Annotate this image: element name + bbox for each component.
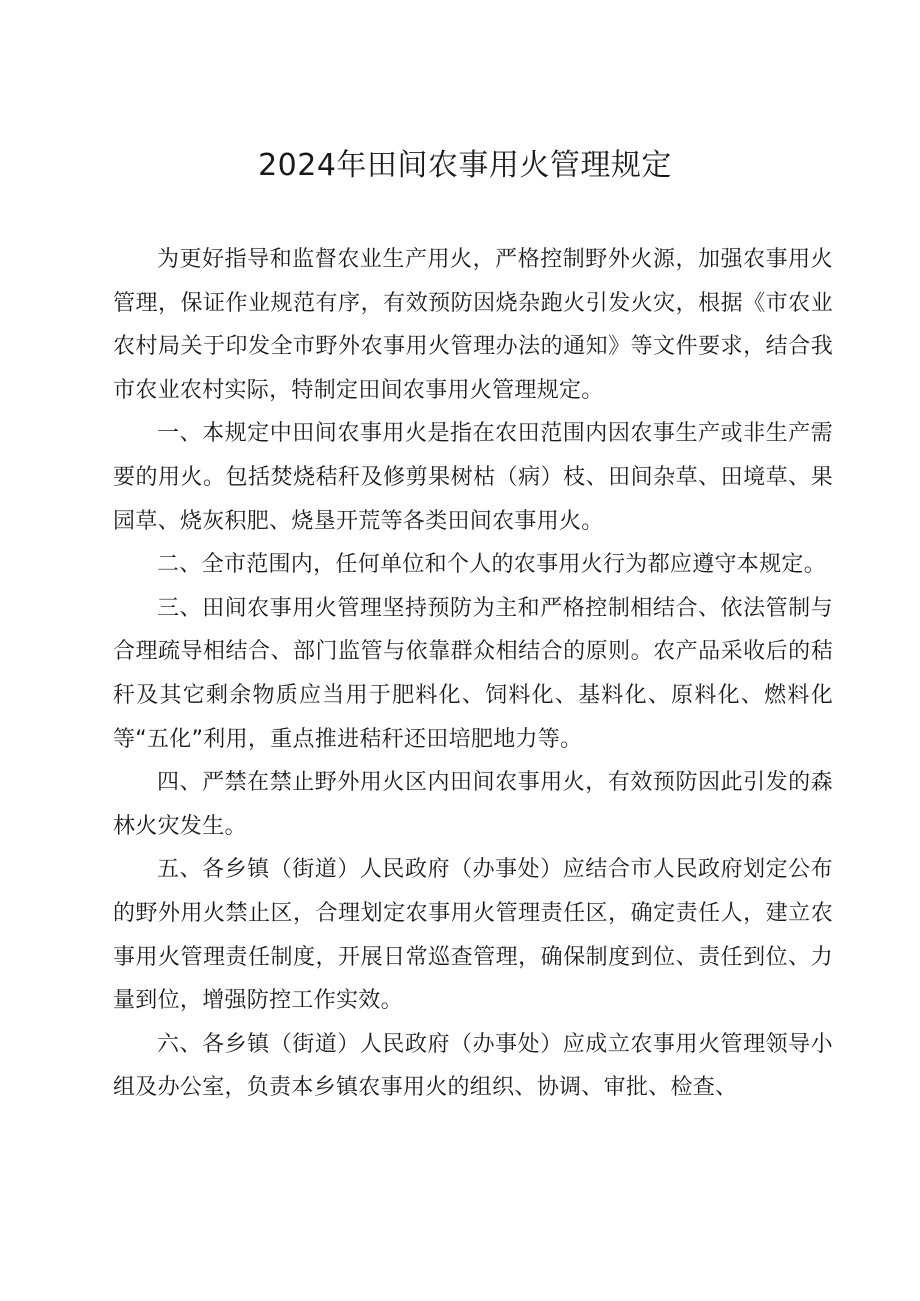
paragraph-article-3: 三、田间农事用火管理坚持预防为主和严格控制相结合、依法管制与合理疏导相结合、部门监管与依靠群众相结合的原则。农产品采收后的秸秆及其它剩余物质应当用于肥料化、饲料化、基料化、原料化、燃料化等“五化”利用，重点推进秸秆还田培肥地力等。 [113,595,833,752]
paragraph-preamble: 为更好指导和监督农业生产用火，严格控制野外火源，加强农事用火管理，保证作业规范有序，有效预防因烧杂跑火引发火灾，根据《市农业农村局关于印发全市野外农事用火管理办法的通知》等文件要求，结合我市农业农村实际，特制定田间农事用火管理规定。 [113,247,833,403]
document-body [113,238,833,1110]
paragraph-article-5: 五、各乡镇（街道）人民政府（办事处）应结合市人民政府划定公布的野外用火禁止区，合理划定农事用火管理责任区，确定责任人，建立农事用火管理责任制度，开展日常巡查管理，确保制度到位、责任到位、力量到位，增强防控工作实效。 [113,857,833,1014]
paragraph-article-2: 二、全市范围内，任何单位和个人的农事用火行为都应遵守本规定。 [157,552,827,578]
paragraph-article-6: 六、各乡镇（街道）人民政府（办事处）应成立农事用火管理领导小组及办公室，负责本乡镇农事用火的组织、协调、审批、检查、 [113,1031,833,1101]
document-title: 2024年田间农事用火管理规定 [258,148,672,183]
paragraph-article-1: 一、本规定中田间农事用火是指在农田范围内因农事生产或非生产需要的用火。包括焚烧秸秆及修剪果树枯（病）枝、田间杂草、田境草、果园草、烧灰积肥、烧垦开荒等各类田间农事用火。 [113,421,833,534]
paragraph-article-4: 四、严禁在禁止野外用火区内田间农事用火，有效预防因此引发的森林火灾发生。 [113,770,833,839]
